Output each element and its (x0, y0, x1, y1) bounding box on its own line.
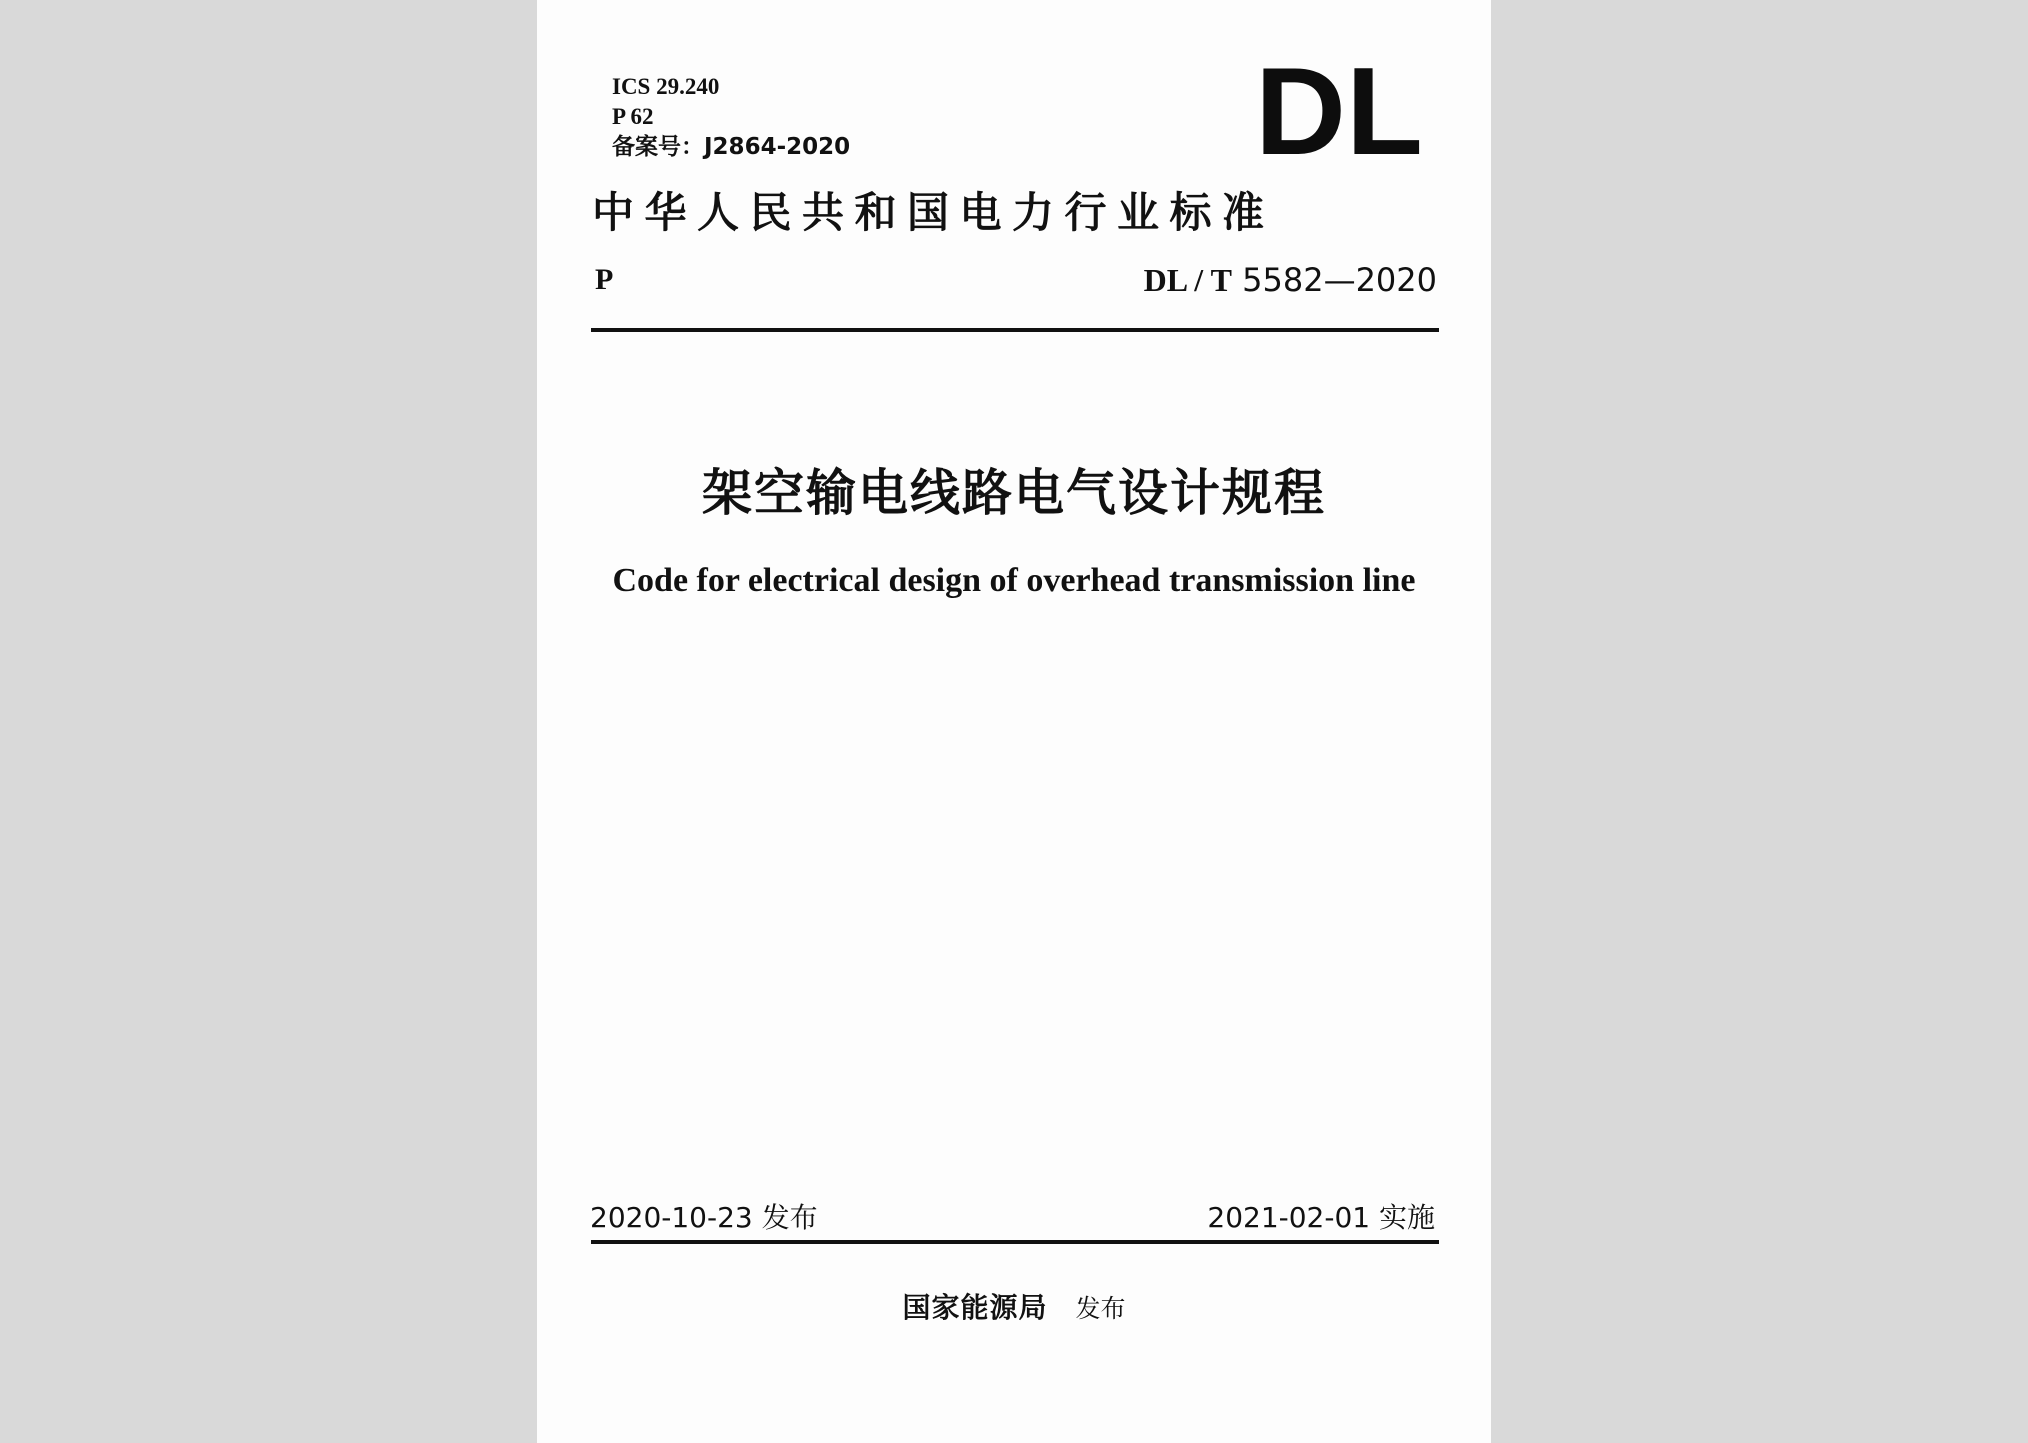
metadata-block (612, 72, 850, 162)
filing-number: 备案号：J2864-2020 (612, 134, 851, 160)
publisher-line (537, 1290, 1491, 1327)
document-title-chinese: 架空输电线路电气设计规程 (702, 464, 1326, 522)
effective-date: 2021-02-01 实施 (1207, 1201, 1435, 1234)
publisher-action: 发布 (1075, 1294, 1126, 1323)
footer-divider (591, 1240, 1439, 1244)
classification-letter: P (595, 263, 614, 296)
publisher-organization: 国家能源局 (902, 1291, 1048, 1324)
standard-number-value: 5582—2020 (1242, 261, 1437, 299)
ccs-code: P 62 (612, 104, 654, 129)
issue-date: 2020-10-23 发布 (590, 1201, 818, 1234)
ics-code: ICS 29.240 (612, 74, 720, 99)
dl-logo-text: DL (1255, 58, 1423, 162)
standard-number (1144, 262, 1437, 298)
dl-logo (1255, 58, 1425, 162)
standard-number-prefix: DL / T (1143, 262, 1232, 298)
document-cover (537, 0, 1491, 1443)
standard-category-title: 中华人民共和国电力行业标准 (592, 188, 1275, 237)
document-title-english: Code for electrical design of overhead transmission line (612, 562, 1416, 599)
header-divider (591, 328, 1439, 332)
